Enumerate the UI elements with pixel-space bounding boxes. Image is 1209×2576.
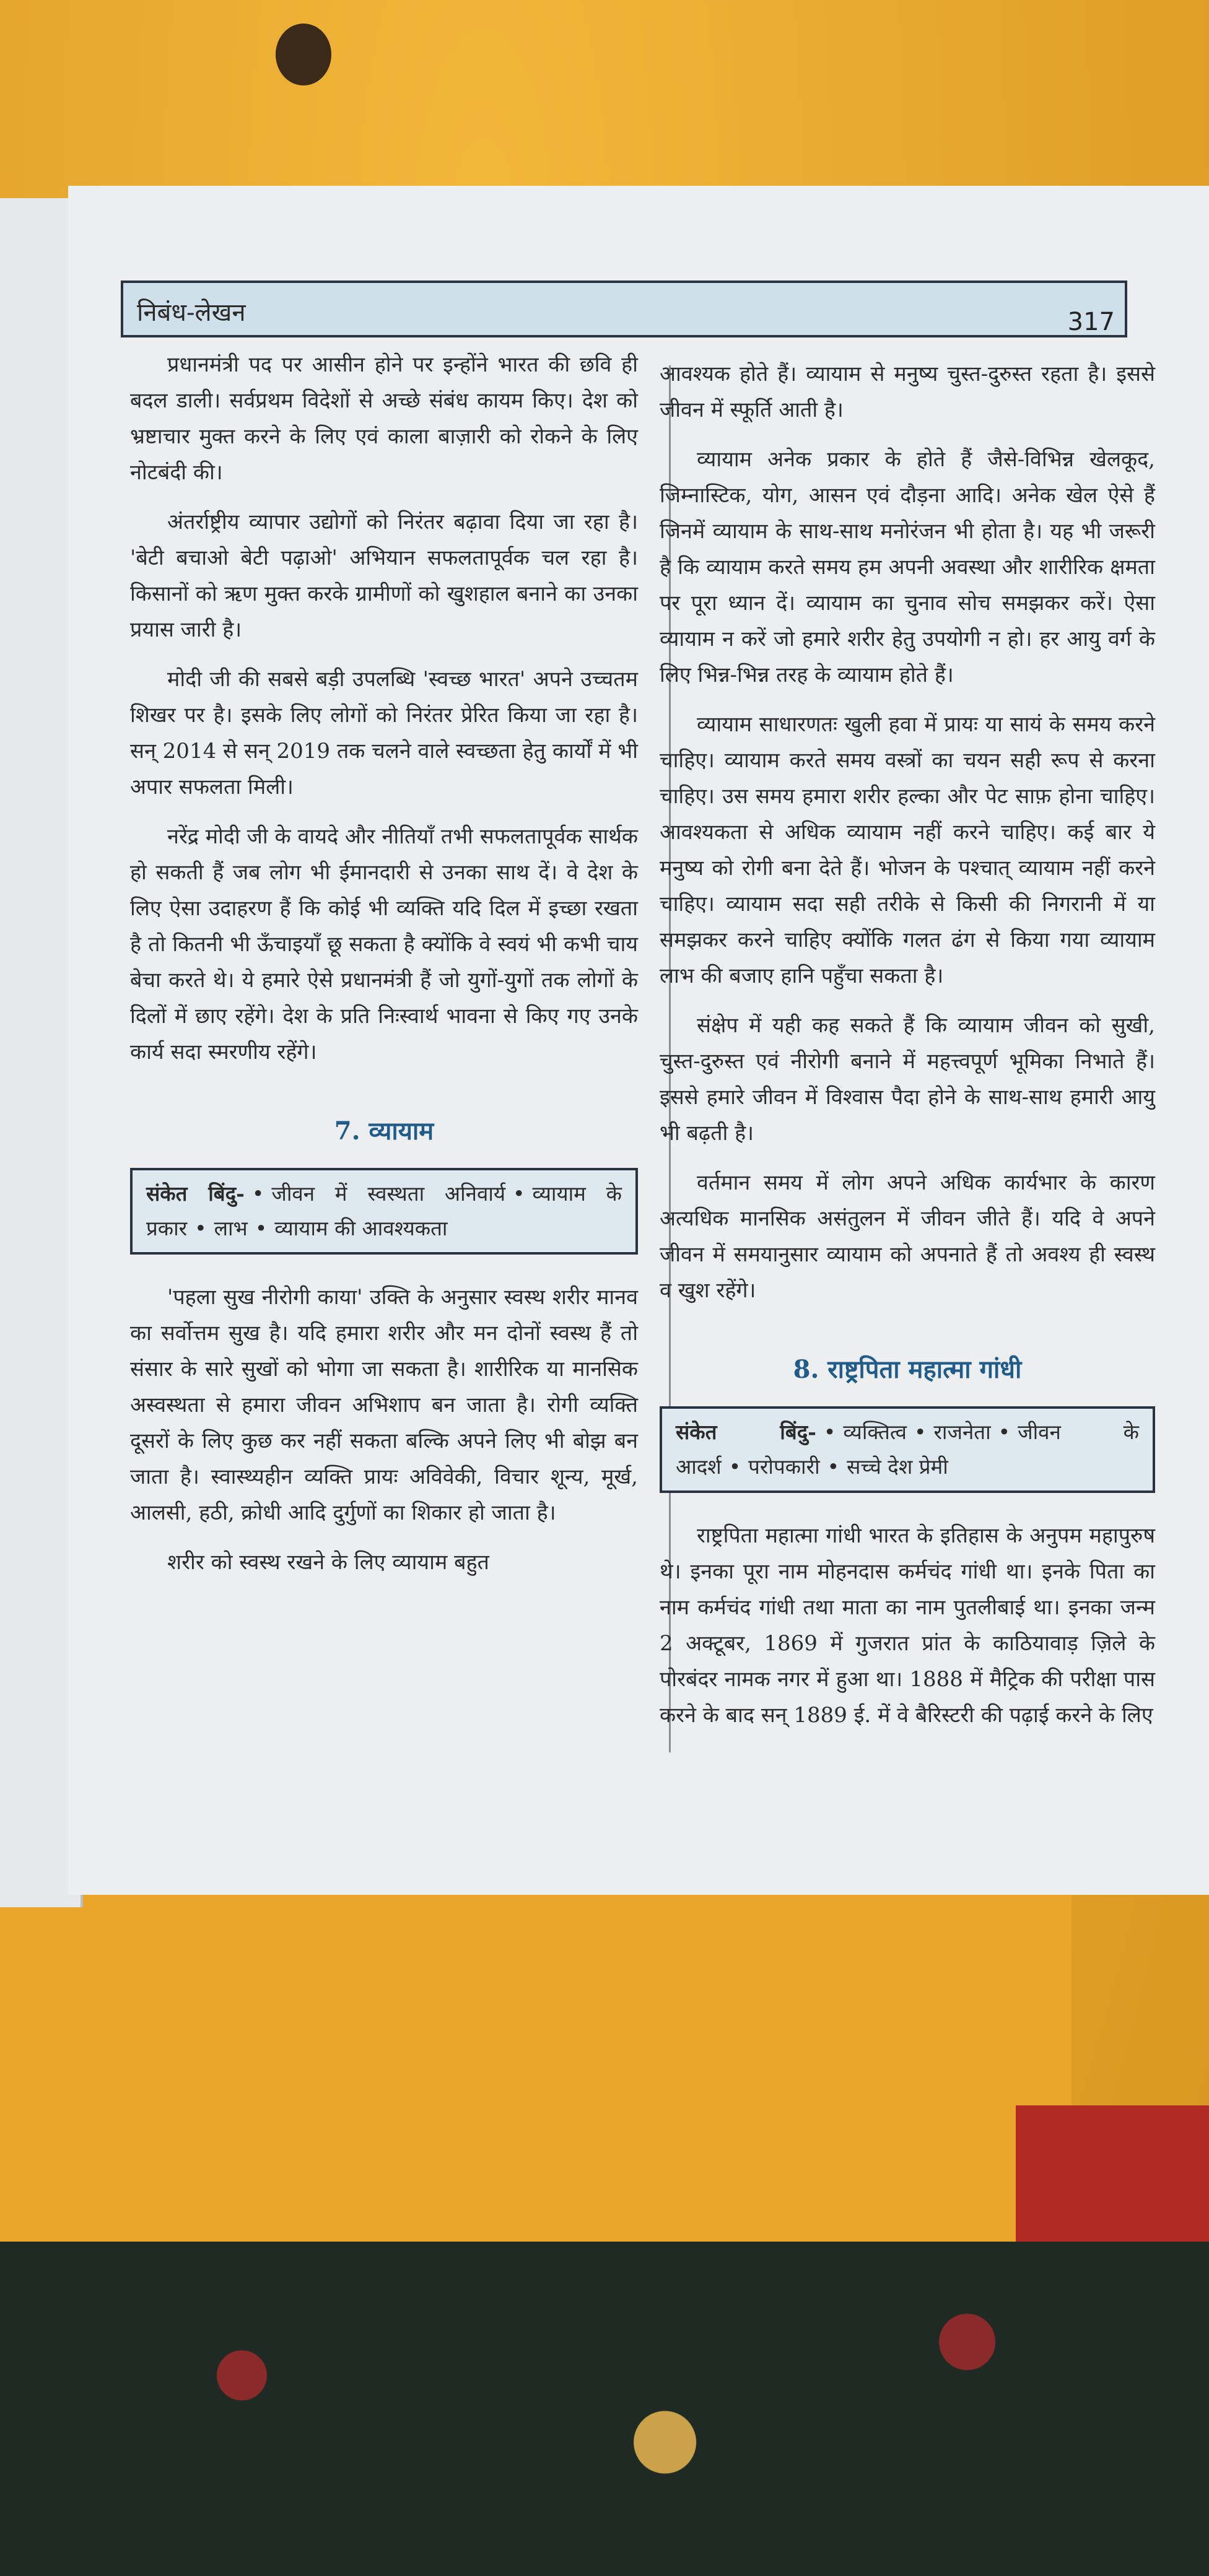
paragraph: 'पहला सुख नीरोगी काया' उक्ति के अनुसार स्वस्थ शरीर मानव का सर्वोत्तम सुख है। यदि हमारा शरीर और मन दोनों स्वस्थ हैं तो संसार के सारे सुखों को भोगा जा सकता है। शारीरिक या मानसिक अस्वस्थता से हमारा जीवन अभिशाप बन जाता है। रोगी व्यक्ति दूसरों के लिए कुछ कर नहीं सकता बल्कि अपने लिए भी बोझ बन जाता है। स्वास्थ्यहीन व्यक्ति प्रायः अविवेकी, विचार शून्य, मूर्ख, आलसी, हठी, क्रोधी आदि दुर्गुणों का शिकार हो जाता है। bbox=[130, 1285, 638, 1525]
paragraph: संक्षेप में यही कह सकते हैं कि व्यायाम जीवन को सुखी, चुस्त-दुरुस्त एवं नीरोगी बनाने में महत्त्वपूर्ण भूमिका निभाते हैं। इससे हमारे जीवन में विश्वास पैदा होने के साथ-साथ हमारी आयु भी बढ़ती है। bbox=[660, 1013, 1155, 1146]
table-hole bbox=[276, 24, 331, 85]
paragraph: वर्तमान समय में लोग अपने अधिक कार्यभार के कारण अत्यधिक मानसिक असंतुलन में जीवन जीते हैं। यदि वे अपने जीवन में समयानुसार व्यायाम को अपनाते हैं तो अवश्य ही स्वस्थ व खुश रहेंगे। bbox=[660, 1170, 1155, 1303]
patterned-cloth bbox=[0, 2242, 1209, 2576]
hint-item: परोपकारी bbox=[748, 1455, 820, 1479]
paragraph: व्यायाम अनेक प्रकार के होते हैं जैसे-विभिन्न खेलकूद, जिम्नास्टिक, योग, आसन एवं दौड़ना आदि। अनेक खेल ऐसे हैं जिनमें व्यायाम के साथ-साथ मनोरंजन भी होता है। यह भी जरूरी है कि व्यायाम करते समय हम अपनी अवस्था और शारीरिक क्षमता पर पूरा ध्यान दें। व्यायाम का चुनाव सोच समझकर करें। ऐसा व्यायाम न करें जो हमारे शरीर हेतु उपयोगी न हो। हर आयु वर्ग के लिए भिन्न-भिन्न तरह के व्यायाम होते हैं। bbox=[660, 447, 1155, 687]
hint-item: लाभ bbox=[214, 1216, 248, 1240]
page-number: 317 bbox=[1067, 308, 1115, 336]
page-header bbox=[121, 281, 1127, 337]
hint-item: व्यायाम की आवश्यकता bbox=[274, 1216, 448, 1240]
hint-item: सच्चे देश प्रेमी bbox=[847, 1455, 948, 1479]
section-title-gandhi: 8. राष्ट्रपिता महात्मा गांधी bbox=[793, 1355, 1022, 1384]
right-column bbox=[660, 356, 1155, 1747]
paragraph: आवश्यक होते हैं। व्यायाम से मनुष्य चुस्त-दुरुस्त रहता है। इससे जीवन में स्फूर्ति आती है। bbox=[660, 362, 1155, 422]
hint-box-gandhi: संकेत बिंदु- • व्यक्तित्व • राजनेता • जीवन के आदर्श • परोपकारी • सच्चे देश प्रेमी bbox=[660, 1406, 1155, 1493]
page-header-title: निबंध-लेखन bbox=[137, 298, 246, 327]
paragraph: नरेंद्र मोदी जी के वायदे और नीतियाँ तभी सफलतापूर्वक सार्थक हो सकती हैं जब लोग भी ईमानदारी से उनका साथ दें। वे देश के लिए ऐसा उदाहरण हैं कि कोई भी व्यक्ति यदि दिल में इच्छा रखता है तो कितनी भी ऊँचाइयाँ छू सकता है क्योंकि वे स्वयं भी कभी चाय बेचा करते थे। ये हमारे ऐसे प्रधानमंत्री हैं जो युगों-युगों तक लोगों के दिलों में छाए रहेंगे। देश के प्रति निःस्वार्थ भावना से किए गए उनके कार्य सदा स्मरणीय रहेंगे। bbox=[130, 824, 638, 1064]
paragraph: व्यायाम साधारणतः खुली हवा में प्रायः या सायं के समय करने चाहिए। व्यायाम करते समय वस्त्रों का चयन सही रूप से करना चाहिए। उस समय हमारा शरीर हल्का और पेट साफ़ होना चाहिए। आवश्यकता से अधिक व्यायाम नहीं करने चाहिए। कई बार ये मनुष्य को रोगी बना देते हैं। भोजन के पश्चात् व्यायाम नहीं करने चाहिए। व्यायाम सदा सही तरीके से किसी की निगरानी में या समझकर करने चाहिए क्योंकि गलत ढंग से किया गया व्यायाम लाभ की बजाए हानि पहुँचा सकता है। bbox=[660, 712, 1155, 988]
paragraph: प्रधानमंत्री पद पर आसीन होने पर इन्होंने भारत की छवि ही बदल डाली। सर्वप्रथम विदेशों से अच्छे संबंध कायम किए। देश को भ्रष्टाचार मुक्त करने के लिए एवं काला बाज़ारी को रोकने के लिए नोटबंदी की। bbox=[130, 352, 638, 485]
hint-item: राजनेता bbox=[933, 1420, 991, 1444]
paragraph: अंतर्राष्ट्रीय व्यापार उद्योगों को निरंतर बढ़ावा दिया जा रहा है। 'बेटी बचाओ बेटी पढ़ाओ' अभियान सफलतापूर्वक चल रहा है। किसानों को ऋण मुक्त करके ग्रामीणों को खुशहाल बनाने का उनका प्रयास जारी है। bbox=[130, 510, 638, 642]
left-column bbox=[130, 347, 638, 1594]
hint-item: जीवन में स्वस्थता अनिवार्य bbox=[271, 1181, 506, 1206]
section-title-exercise: 7. व्यायाम bbox=[334, 1116, 434, 1146]
paragraph: राष्ट्रपिता महात्मा गांधी भारत के इतिहास के अनुपम महापुरुष थे। इनका पूरा नाम मोहनदास कर्मचंद गांधी था। इनके पिता का नाम कर्मचंद गांधी तथा माता का नाम पुतलीबाई था। इनका जन्म 2 अक्टूबर, 1869 में गुजरात प्रांत के काठियावाड़ ज़िले के पोरबंदर नामक नगर में हुआ था। 1888 में मैट्रिक की परीक्षा पास करने के बाद सन् 1889 ई. में वे बैरिस्टरी की पढ़ाई करने के लिए bbox=[660, 1523, 1155, 1728]
hint-box-exercise: संकेत बिंदु- • जीवन में स्वस्थता अनिवार्य • व्यायाम के प्रकार • लाभ • व्यायाम की आवश्यकता bbox=[130, 1168, 638, 1255]
hint-item: व्यक्तित्व bbox=[843, 1420, 907, 1444]
hint-item: व्यायाम के प्रकार bbox=[146, 1181, 622, 1240]
paragraph: शरीर को स्वस्थ रखने के लिए व्यायाम बहुत bbox=[167, 1550, 489, 1575]
hint-item: जीवन के आदर्श bbox=[676, 1420, 1139, 1479]
paragraph: मोदी जी की सबसे बड़ी उपलब्धि 'स्वच्छ भारत' अपने उच्चतम शिखर पर है। इसके लिए लोगों को निरंतर प्रेरित किया जा रहा है। सन् 2014 से सन् 2019 तक चलने वाले स्वच्छता हेतु कार्यों में भी अपार सफलता मिली। bbox=[130, 667, 638, 799]
hint-label: संकेत बिंदु- bbox=[146, 1181, 245, 1206]
hint-label: संकेत बिंदु- bbox=[676, 1420, 816, 1444]
